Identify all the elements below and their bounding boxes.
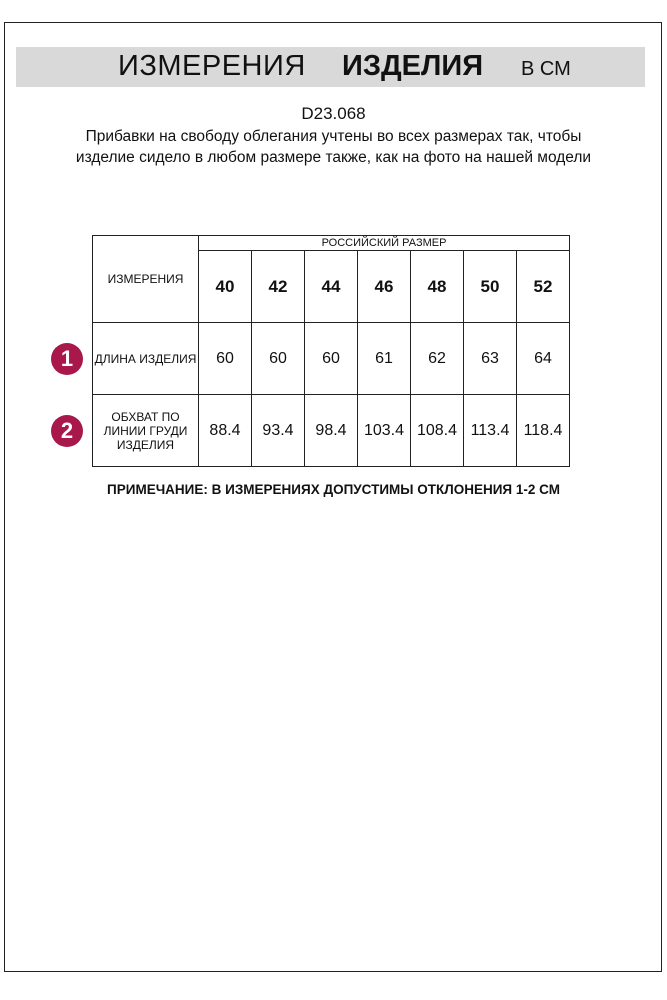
intro-text: Прибавки на свободу облегания учтены во всех размерах так, чтобы изделие сидело в любом размере также, как на фото на нашей модели <box>75 128 592 166</box>
table-cell: 103.4 <box>358 395 411 467</box>
header-word-measurements: ИЗМЕРЕНИЯ <box>118 50 306 82</box>
size-header: 52 <box>517 251 570 323</box>
size-group-label: РОССИЙСКИЙ РАЗМЕР <box>199 236 570 251</box>
size-header: 48 <box>411 251 464 323</box>
size-header: 40 <box>199 251 252 323</box>
table-cell: 113.4 <box>464 395 517 467</box>
row-badge-1: 1 <box>51 343 83 375</box>
table-cell: 118.4 <box>517 395 570 467</box>
table-cell: 98.4 <box>305 395 358 467</box>
size-header: 44 <box>305 251 358 323</box>
size-table <box>92 235 570 467</box>
size-header: 50 <box>464 251 517 323</box>
table-cell: 60 <box>305 323 358 395</box>
corner-label: ИЗМЕРЕНИЯ <box>93 236 199 323</box>
table-cell: 60 <box>199 323 252 395</box>
table-cell: 88.4 <box>199 395 252 467</box>
table-cell: 63 <box>464 323 517 395</box>
table-cell: 60 <box>252 323 305 395</box>
table-cell: 62 <box>411 323 464 395</box>
table-row <box>93 323 570 395</box>
article-number: D23.068 <box>301 104 366 123</box>
table-row <box>93 395 570 467</box>
header-unit: В СМ <box>521 58 571 80</box>
row-badge-2: 2 <box>51 415 83 447</box>
footnote: ПРИМЕЧАНИЕ: В ИЗМЕРЕНИЯХ ДОПУСТИМЫ ОТКЛОНЕНИЯ 1-2 СМ <box>107 482 560 497</box>
table-cell: 61 <box>358 323 411 395</box>
row-label: ОБХВАТ ПО ЛИНИИ ГРУДИ ИЗДЕЛИЯ <box>93 395 199 467</box>
table-cell: 93.4 <box>252 395 305 467</box>
table-cell: 64 <box>517 323 570 395</box>
size-header: 42 <box>252 251 305 323</box>
table-cell: 108.4 <box>411 395 464 467</box>
header-word-item: ИЗДЕЛИЯ <box>342 50 484 82</box>
row-label: ДЛИНА ИЗДЕЛИЯ <box>93 323 199 395</box>
size-header: 46 <box>358 251 411 323</box>
